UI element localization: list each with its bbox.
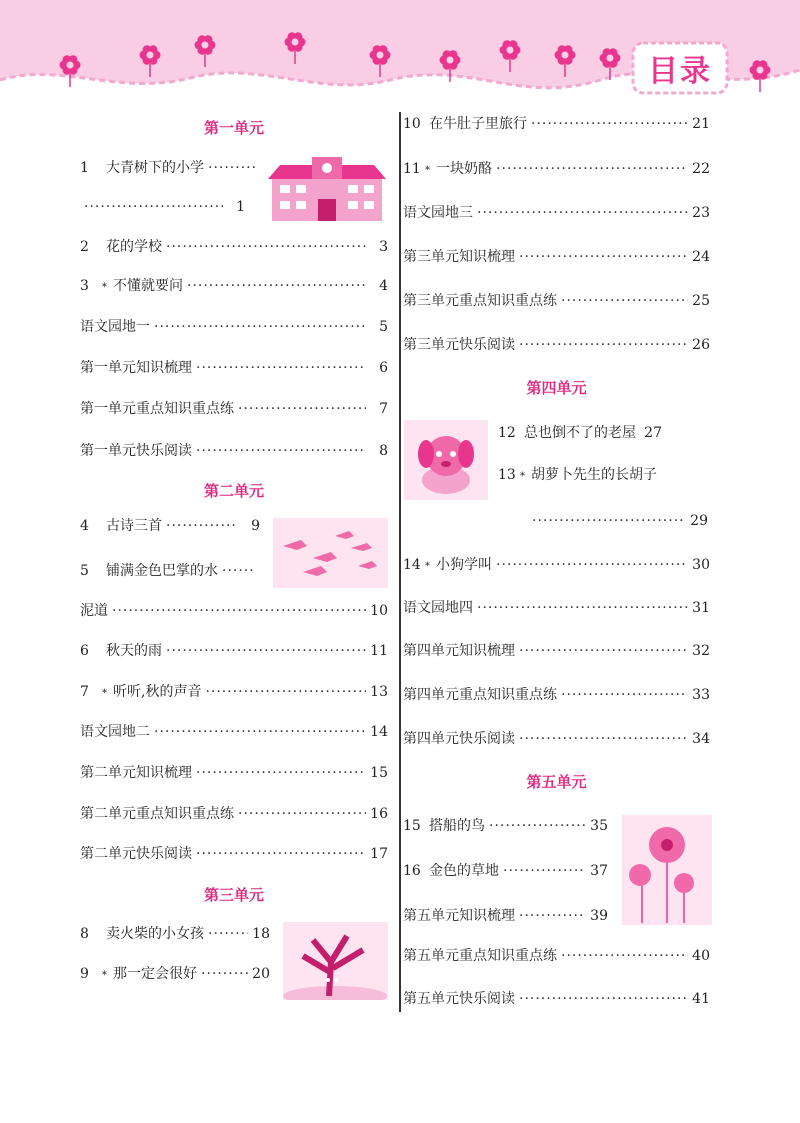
entry-page-number: 7 [379,401,388,417]
entry-number: 8 [80,926,89,942]
leader-dots [519,988,688,1010]
entry-number: 4 [80,518,89,534]
entry-title: 第一单元快乐阅读 [80,443,192,459]
leader-dots [531,113,688,135]
leader-dots [477,202,688,224]
toc-entry[interactable] [80,721,388,743]
entry-page-number: 15 [370,765,388,781]
entry-title: 搭船的鸟 [429,818,485,834]
unit-title: 第二单元 [203,482,264,500]
entry-title: 花的学校 [106,239,162,255]
leader-dots [561,945,688,967]
flower-icon [60,55,81,87]
entry-page-number: 29 [690,513,708,529]
column-divider [399,112,401,1012]
entry-page-number: 22 [692,161,710,177]
leader-dots [532,510,686,532]
entry-page-number: 17 [370,846,388,862]
entry-title: 小狗学叫 [436,557,492,573]
entry-page-number: 1 [236,199,245,215]
leader-dots [561,290,688,312]
entry-page-number: 11 [370,643,388,659]
toc-entry[interactable] [80,600,388,622]
school-building-illustration [268,155,386,223]
entry-page-number: 34 [692,731,710,747]
toc-entry[interactable] [403,202,710,224]
leader-dots [166,515,238,537]
entry-page-number: 6 [379,360,388,376]
puppy-illustration [404,420,488,500]
leader-dots [496,554,688,576]
entry-title: 第一单元重点知识重点练 [80,401,234,417]
optional-mark: * [102,688,107,699]
entry-title: 第五单元知识梳理 [403,908,515,924]
dandelion-illustration [622,815,712,925]
toc-entry[interactable] [80,440,388,462]
leader-dots [154,721,366,743]
toc-entry[interactable] [403,334,710,356]
optional-mark: * [425,165,430,176]
toc-entry[interactable] [403,815,608,837]
unit-title: 第四单元 [526,379,587,397]
leader-dots [477,597,688,619]
toc-entry[interactable] [403,640,710,662]
entry-title: 总也倒不了的老屋 [524,425,636,441]
toc-entry[interactable] [403,554,710,576]
entry-page-number: 33 [692,687,710,703]
leader-dots [196,762,366,784]
entry-number: 5 [80,563,89,579]
entry-page-number: 20 [252,966,270,982]
entry-title: 语文园地三 [403,205,473,221]
leader-dots [154,316,366,338]
entry-title: 第四单元快乐阅读 [403,731,515,747]
leader-dots [166,236,366,258]
entry-title: 语文园地四 [403,600,473,616]
entry-page-number: 4 [379,278,388,294]
toc-entry[interactable] [80,681,388,703]
toc-entry[interactable] [80,196,245,218]
entry-title: 古诗三首 [106,518,162,534]
flower-icon [750,60,771,92]
entry-title: 第三单元重点知识重点练 [403,293,557,309]
toc-entry[interactable] [403,728,710,750]
entry-page-number: 27 [644,425,662,441]
unit-title: 第五单元 [526,773,587,791]
entry-title: 在牛肚子里旅行 [429,116,527,132]
leader-dots [561,684,688,706]
toc-entry[interactable] [403,597,710,619]
entry-page-number: 21 [692,116,710,132]
entry-page-number: 13 [370,684,388,700]
entry-title: 那一定会很好 [113,966,197,982]
entry-title: 铺满金色巴掌的水 [106,563,218,579]
entry-number: 6 [80,643,89,659]
entry-title: 第一单元知识梳理 [80,360,192,376]
entry-page-number: 40 [692,948,710,964]
entry-page-number: 5 [379,319,388,335]
toc-entry[interactable] [498,464,657,486]
entry-number: 1 [80,160,89,176]
entry-title: 第二单元知识梳理 [80,765,192,781]
entry-page-number: 10 [370,603,388,619]
entry-title: 第五单元快乐阅读 [403,991,515,1007]
optional-mark: * [425,561,430,572]
entry-page-number: 24 [692,249,710,265]
toc-entry[interactable] [403,246,710,268]
entry-page-number: 32 [692,643,710,659]
geese-illustration [273,518,388,588]
entry-title: 胡萝卜先生的长胡子 [531,467,657,483]
entry-page-number: 23 [692,205,710,221]
leader-dots [201,963,248,985]
entry-title: 第三单元快乐阅读 [403,337,515,353]
entry-number: 15 [403,818,421,834]
toc-entry[interactable] [403,684,710,706]
leader-dots [196,843,366,865]
entry-number: 2 [80,239,89,255]
leader-dots [519,334,688,356]
toc-entry[interactable] [80,923,270,945]
entry-page-number: 26 [692,337,710,353]
toc-entry[interactable] [80,157,260,179]
entry-title: 泥道 [80,603,108,619]
entry-number: 7 [80,684,89,700]
entry-page-number: 3 [379,239,388,255]
entry-title: 第五单元重点知识重点练 [403,948,557,964]
toc-entry[interactable] [403,860,608,882]
toc-entry[interactable] [403,945,710,967]
tree-illustration [283,922,388,1000]
entry-title: 第四单元重点知识重点练 [403,687,557,703]
entry-title: 第二单元重点知识重点练 [80,806,234,822]
page-title: 目录 [648,54,712,89]
toc-entry[interactable] [80,357,388,379]
entry-title: 不懂就要问 [113,278,183,294]
toc-entry[interactable] [403,158,710,180]
entry-title: 第三单元知识梳理 [403,249,515,265]
entry-page-number: 14 [370,724,388,740]
leader-dots [84,196,223,218]
unit-title: 第三单元 [203,886,264,904]
unit-title: 第一单元 [203,119,264,137]
entry-page-number: 8 [379,443,388,459]
entry-number: 14 [403,557,421,573]
entry-title: 语文园地一 [80,319,150,335]
toc-entry[interactable] [498,422,662,444]
leader-dots [489,815,586,837]
entry-page-number: 39 [590,908,608,924]
toc-entry[interactable] [403,905,608,927]
entry-number: 11 [403,161,421,177]
entry-page-number: 18 [252,926,270,942]
leader-dots [519,728,688,750]
toc-entry[interactable] [80,236,388,258]
leader-dots [238,398,366,420]
toc-entry[interactable] [80,316,388,338]
leader-dots [222,560,256,582]
entry-number: 3 [80,278,89,294]
entry-page-number: 16 [370,806,388,822]
entry-number: 10 [403,116,421,132]
toc-entry[interactable] [80,275,388,297]
leader-dots [238,803,366,825]
entry-title: 一块奶酪 [436,161,492,177]
entry-page-number: 35 [590,818,608,834]
leader-dots [519,905,586,927]
entry-title: 听听,秋的声音 [113,684,202,700]
entry-page-number: 25 [692,293,710,309]
entry-page-number: 37 [590,863,608,879]
optional-mark: * [102,282,107,293]
toc-entry[interactable] [403,988,710,1010]
entry-page-number: 30 [692,557,710,573]
entry-number: 9 [80,966,89,982]
leader-dots [519,640,688,662]
toc-entry[interactable] [80,803,388,825]
entry-number: 13 [498,467,516,483]
leader-dots [503,860,586,882]
entry-title: 第四单元知识梳理 [403,643,515,659]
leader-dots [208,923,248,945]
leader-dots [187,275,366,297]
toc-entry[interactable] [80,515,260,537]
entry-title: 大青树下的小学 [106,160,204,176]
entry-title: 金色的草地 [429,863,499,879]
toc-entry[interactable] [403,113,710,135]
entry-title: 语文园地二 [80,724,150,740]
toc-entry[interactable] [80,398,388,420]
leader-dots [208,157,256,179]
leader-dots [112,600,366,622]
toc-entry[interactable] [528,510,708,532]
toc-entry[interactable] [80,963,270,985]
leader-dots [519,246,688,268]
leader-dots [166,640,366,662]
toc-entry[interactable] [80,843,388,865]
toc-entry[interactable] [80,560,260,582]
optional-mark: * [520,471,525,482]
leader-dots [496,158,688,180]
entry-title: 第二单元快乐阅读 [80,846,192,862]
toc-entry[interactable] [80,762,388,784]
entry-page-number: 9 [251,518,260,534]
entry-title: 卖火柴的小女孩 [106,926,204,942]
entry-title: 秋天的雨 [106,643,162,659]
entry-number: 16 [403,863,421,879]
toc-entry[interactable] [403,290,710,312]
leader-dots [196,357,366,379]
toc-entry[interactable] [80,640,388,662]
entry-page-number: 31 [692,600,710,616]
entry-page-number: 41 [692,991,710,1007]
leader-dots [205,681,366,703]
entry-number: 12 [498,425,516,441]
optional-mark: * [102,970,107,981]
leader-dots [196,440,366,462]
